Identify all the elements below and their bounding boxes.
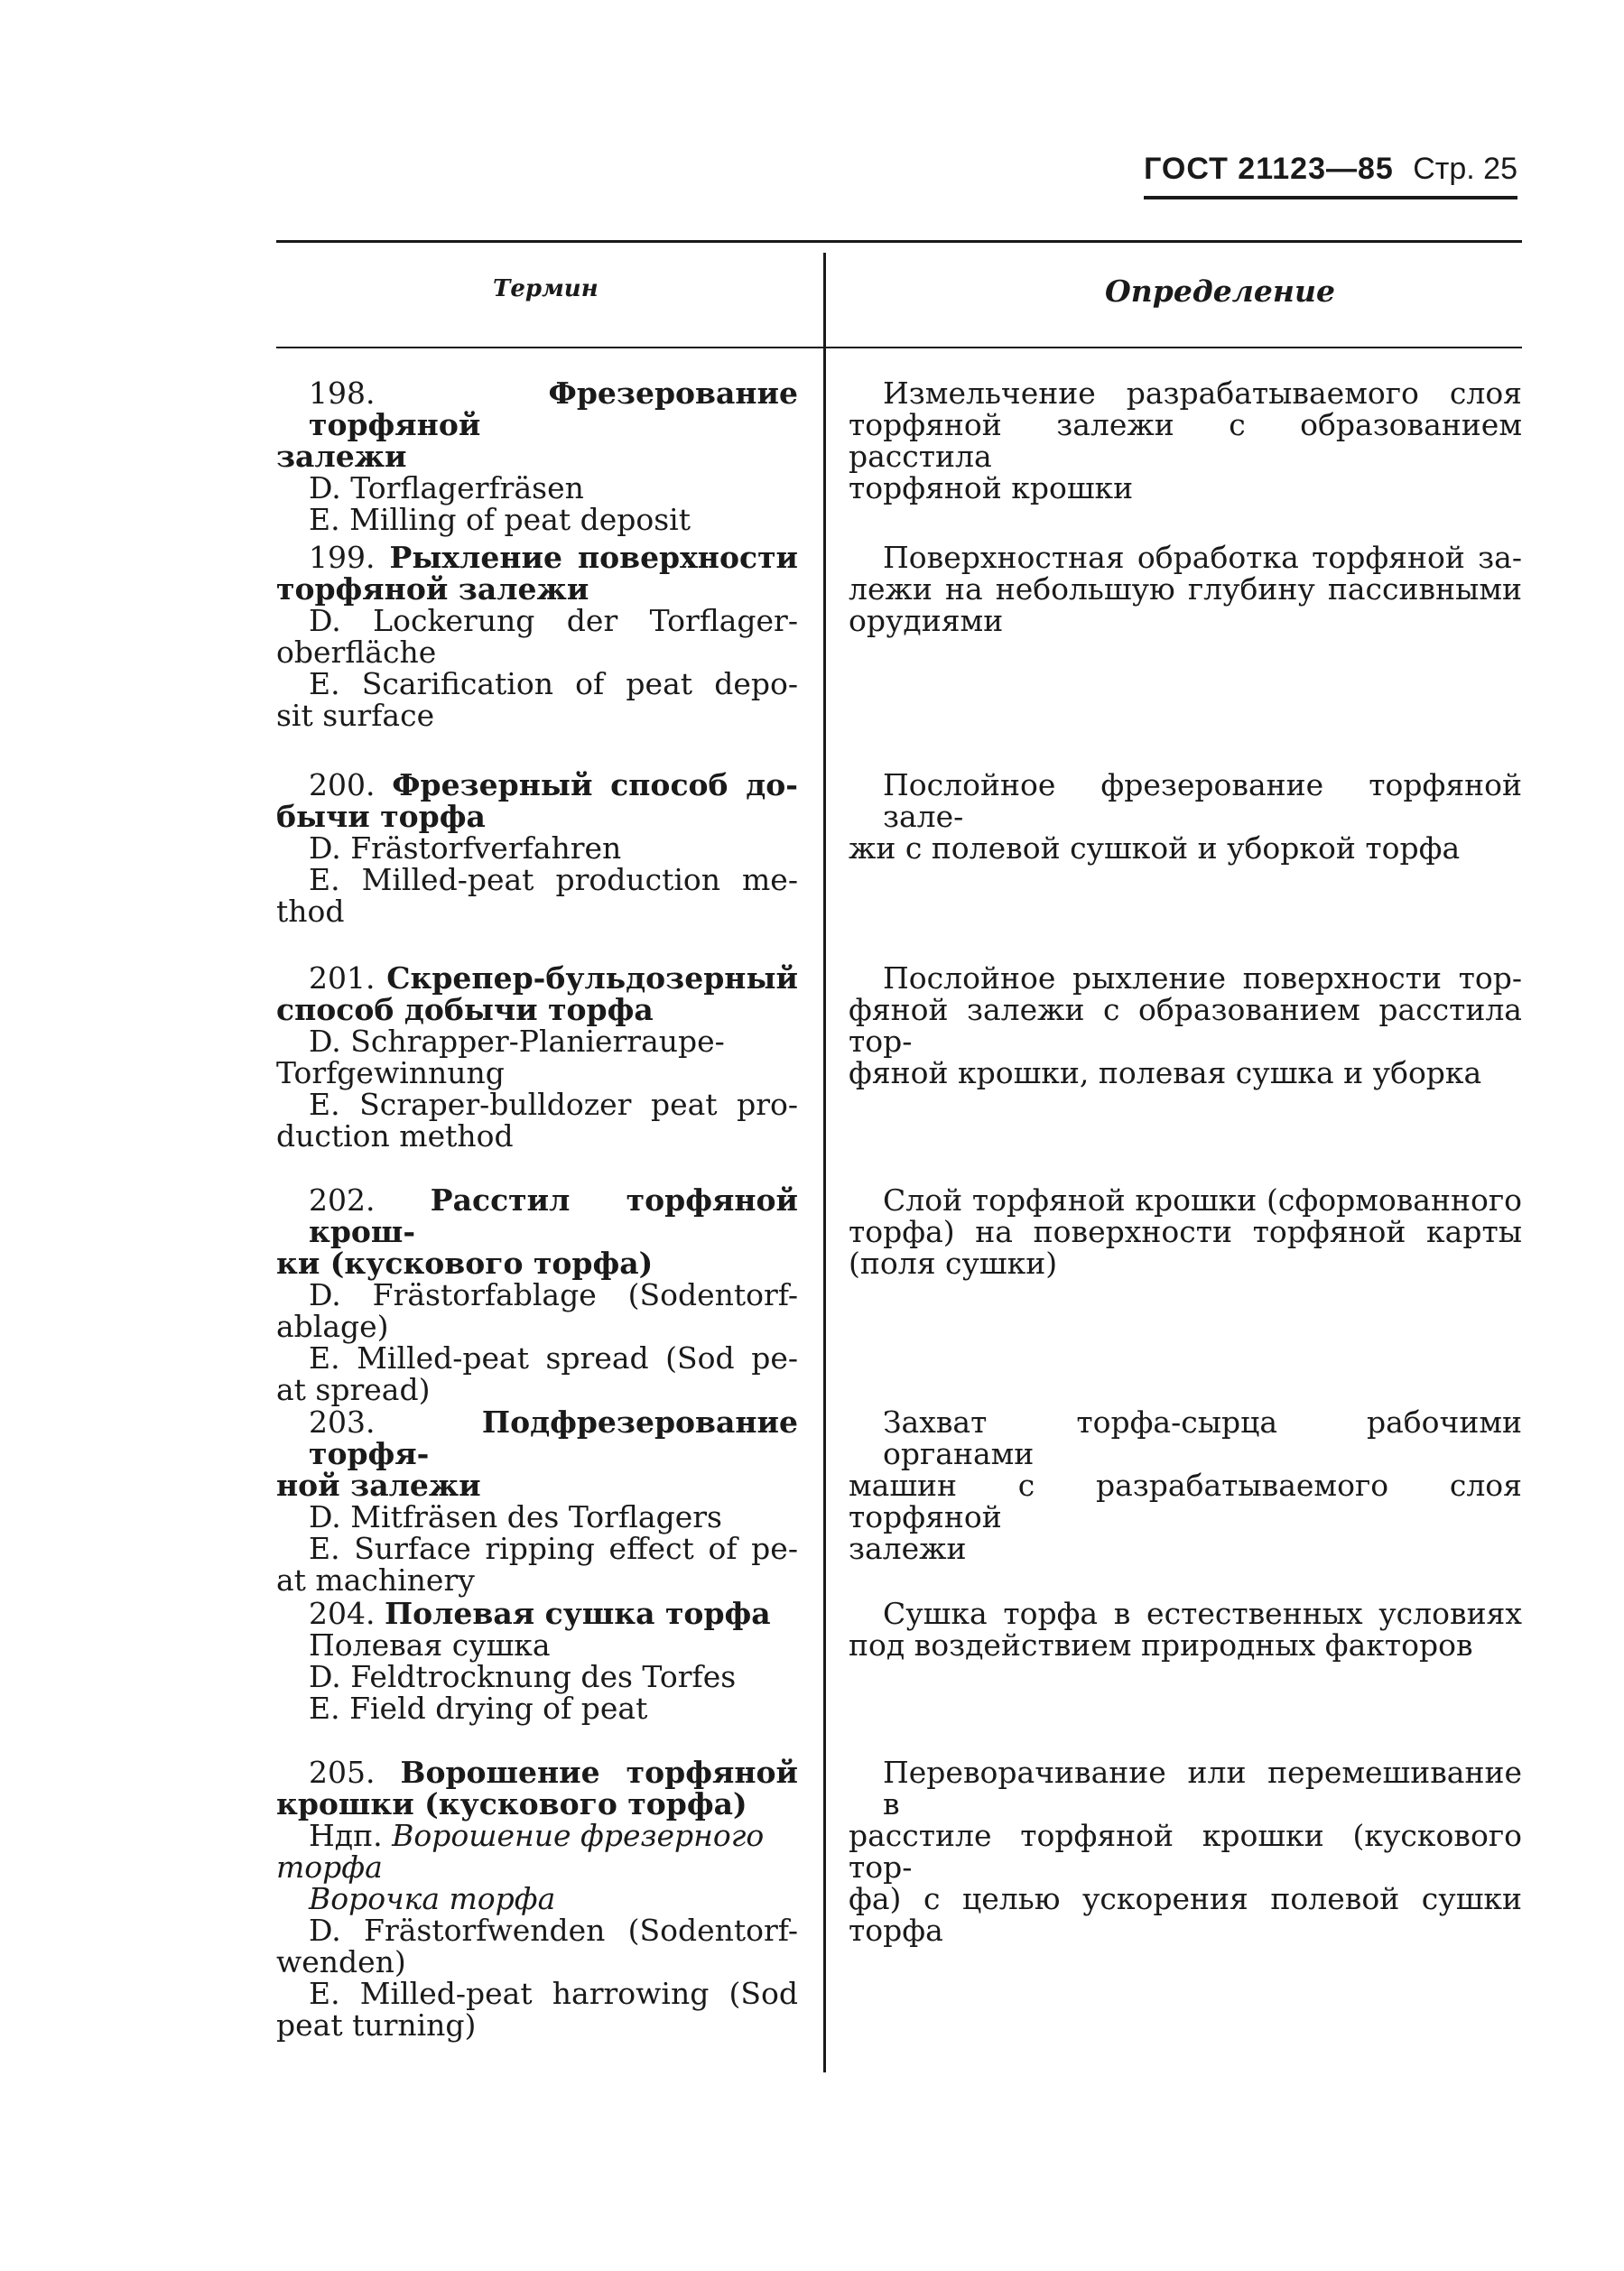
term-english: E. Surface ripping effect of pe- bbox=[309, 1531, 798, 1566]
definition-line: торфяной крошки bbox=[849, 470, 1134, 505]
standard-number: ГОСТ 21123—85 bbox=[1144, 152, 1394, 186]
definition-198 bbox=[849, 377, 1522, 504]
definition-205 bbox=[849, 1757, 1522, 1946]
term-entry-200 bbox=[276, 769, 798, 927]
term-title: способ добычи торфа bbox=[276, 992, 654, 1027]
definition-line: (поля сушки) bbox=[849, 1246, 1058, 1281]
term-entry-205 bbox=[276, 1757, 798, 2041]
definition-line: Сушка торфа в естественных условиях bbox=[883, 1596, 1522, 1631]
term-english: at spread) bbox=[276, 1372, 431, 1407]
definition-line: торфяной залежи с образованием расстила bbox=[849, 407, 1522, 474]
term-english: at machinery bbox=[276, 1562, 475, 1598]
definition-line: Поверхностная обработка торфяной за- bbox=[883, 540, 1522, 575]
term-german: D. Frästorfverfahren bbox=[309, 830, 622, 866]
term-german: D. Frästorfablage (Sodentorf- bbox=[309, 1277, 798, 1312]
term-german: D. Feldtrocknung des Torfes bbox=[309, 1659, 737, 1694]
term-title: ной залежи bbox=[276, 1468, 481, 1503]
definition-line: торфа) на поверхности торфяной карты bbox=[849, 1214, 1522, 1249]
term-english: E. Field drying of peat bbox=[309, 1691, 648, 1726]
term-english: E. Scraper-bulldozer peat pro- bbox=[309, 1087, 798, 1122]
term-german: Torfgewinnung bbox=[276, 1055, 505, 1090]
term-number: 205. bbox=[309, 1755, 376, 1790]
definition-line: Измельчение разрабатываемого слоя bbox=[883, 375, 1522, 411]
term-number: 201. bbox=[309, 960, 376, 996]
definition-line: залежи bbox=[849, 1531, 967, 1566]
term-english: E. Milled-peat spread (Sod pe- bbox=[309, 1340, 798, 1376]
term-number: 198. bbox=[309, 375, 376, 411]
definition-203 bbox=[849, 1406, 1522, 1564]
term-german: D. Mitfräsen des Torflagers bbox=[309, 1499, 722, 1534]
term-title: Ворошение торфяной bbox=[400, 1755, 798, 1790]
definition-199 bbox=[849, 542, 1522, 636]
term-german: oberfläche bbox=[276, 635, 437, 670]
definition-line: машин с разрабатываемого слоя торфяной bbox=[849, 1468, 1522, 1534]
definition-line: фяной залежи с образованием расстила тор- bbox=[849, 992, 1522, 1059]
term-title: залежи bbox=[276, 439, 407, 474]
definition-204 bbox=[849, 1598, 1522, 1661]
definition-line: жи с полевой сушкой и уборкой торфа bbox=[849, 830, 1461, 866]
term-english: sit surface bbox=[276, 698, 435, 733]
column-header-definition: Определение bbox=[1105, 273, 1335, 309]
definition-line: лежи на небольшую глубину пассивными bbox=[849, 571, 1522, 607]
term-entry-201 bbox=[276, 962, 798, 1152]
nonstandard-term: Ворочка торфа bbox=[309, 1881, 556, 1916]
term-number: 204. bbox=[309, 1596, 376, 1631]
definition-line: фяной крошки, полевая сушка и уборка bbox=[849, 1055, 1482, 1090]
term-entry-203 bbox=[276, 1406, 798, 1596]
definition-line: торфа bbox=[849, 1913, 943, 1948]
column-divider bbox=[823, 253, 826, 2072]
term-entry-198 bbox=[276, 377, 798, 535]
nonstandard-term: Ворошение фрезерного bbox=[392, 1818, 765, 1853]
term-title: Подфрезерование торфя- bbox=[309, 1404, 798, 1471]
term-title: ки (кускового торфа) bbox=[276, 1246, 654, 1281]
term-german: D. Torflagerfräsen bbox=[309, 470, 584, 505]
term-english: E. Milled-peat harrowing (Sod bbox=[309, 1976, 798, 2011]
definition-line: Слой торфяной крошки (сформованного bbox=[883, 1182, 1522, 1218]
definition-line: Захват торфа-сырца рабочими органами bbox=[883, 1404, 1522, 1471]
table-header-rule bbox=[276, 347, 1522, 348]
nonstandard-term: торфа bbox=[276, 1849, 383, 1885]
term-german: D. Schrapper-Planierraupe- bbox=[309, 1024, 725, 1059]
term-title: Скрепер-бульдозерный bbox=[386, 960, 798, 996]
page-number: Стр. 25 bbox=[1413, 152, 1517, 186]
term-german: D. Frästorfwenden (Sodentorf- bbox=[309, 1913, 798, 1948]
definition-200 bbox=[849, 769, 1522, 864]
term-title: торфяной залежи bbox=[276, 571, 589, 607]
page-header bbox=[1144, 152, 1517, 199]
definition-line: Послойное рыхление поверхности тор- bbox=[883, 960, 1522, 996]
term-english: thod bbox=[276, 894, 345, 929]
term-english: E. Scarification of peat depo- bbox=[309, 666, 798, 701]
term-entry-199 bbox=[276, 542, 798, 731]
term-german: D. Lockerung der Torflager- bbox=[309, 603, 798, 638]
definition-line: под воздействием природных факторов bbox=[849, 1627, 1473, 1663]
term-number: 200. bbox=[309, 767, 376, 802]
term-entry-202 bbox=[276, 1184, 798, 1405]
table-top-rule bbox=[276, 240, 1522, 243]
term-synonym: Полевая сушка bbox=[309, 1627, 551, 1663]
term-english: peat turning) bbox=[276, 2007, 477, 2043]
definition-line: Переворачивание или перемешивание в bbox=[883, 1755, 1522, 1821]
column-header-term: Термин bbox=[493, 275, 599, 302]
term-german: ablage) bbox=[276, 1309, 389, 1344]
term-english: duction method bbox=[276, 1118, 514, 1154]
term-number: 199. bbox=[309, 540, 376, 575]
term-english: E. Milling of peat deposit bbox=[309, 502, 691, 537]
definition-line: расстиле торфяной крошки (кускового тор- bbox=[849, 1818, 1522, 1885]
definition-201 bbox=[849, 962, 1522, 1089]
term-title: Фрезерный способ до- bbox=[392, 767, 798, 802]
nonstandard-label: Ндп. bbox=[309, 1818, 383, 1853]
definition-202 bbox=[849, 1184, 1522, 1279]
term-number: 203. bbox=[309, 1404, 376, 1440]
term-title: Расстил торфяной крош- bbox=[309, 1182, 798, 1249]
term-title: крошки (кускового торфа) bbox=[276, 1786, 747, 1821]
definition-line: Послойное фрезерование торфяной зале- bbox=[883, 767, 1522, 834]
term-title: Фрезерование торфяной bbox=[309, 375, 798, 442]
term-german: wenden) bbox=[276, 1944, 406, 1979]
definition-line: орудиями bbox=[849, 603, 1004, 638]
term-title: бычи торфа bbox=[276, 799, 486, 834]
term-number: 202. bbox=[309, 1182, 376, 1218]
term-entry-204 bbox=[276, 1598, 798, 1724]
term-title: Рыхление поверхности bbox=[389, 540, 798, 575]
definition-line: фа) с целью ускорения полевой сушки bbox=[849, 1881, 1522, 1916]
term-english: E. Milled-peat production me- bbox=[309, 862, 798, 897]
term-title: Полевая сушка торфа bbox=[384, 1596, 771, 1631]
